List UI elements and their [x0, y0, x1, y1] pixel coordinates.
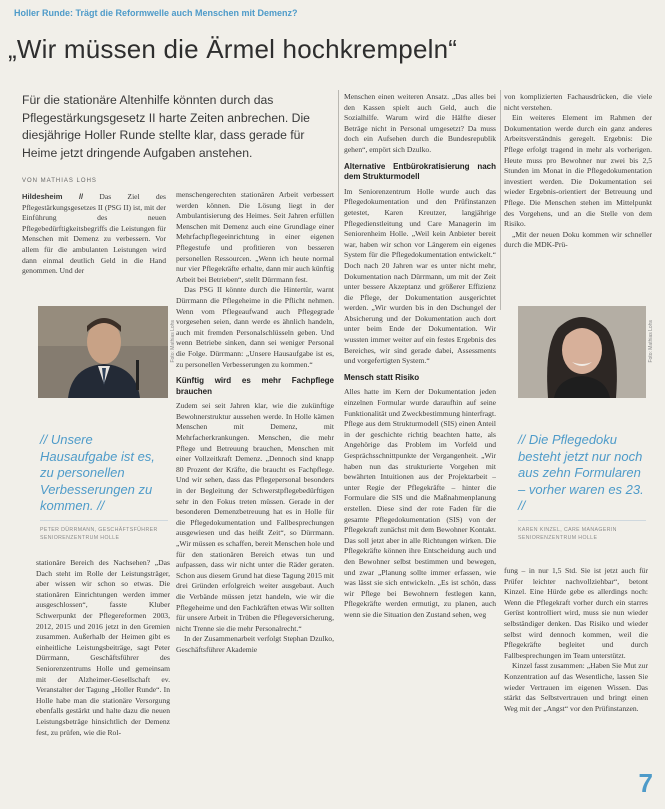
column-1-paragraph-1: Das Ziel des Pflegestärkungsgesetzes II (PSG II) ist, mit der Einführung des neuen Pflegebedürftigkeitsbegriffs die Leistungen für Menschen mit Demenz zu verbessern. Vor allem für die ambulanten Leistungen wird dann einmal deutlich Geld in die Hand genommen. Und der [22, 192, 166, 276]
quote-right-source: KAREN KINZEL, CARE MANAGERIN SENIORENZENTRUM HOLLE [518, 527, 617, 541]
column-4-paragraph-5: Kinzel fasst zusammen: „Haben Sie Mut zur Konzentration auf das Wesentliche, lassen Sie wieder Vertrauen im eigenen Wissen. Das stärkt das Selbstvertrauen und bringt einen Weg mit der „Angst“ vor den Prüfinstanzen. [504, 661, 648, 713]
column-1-paragraph-2: stationäre Bereich des Nachsehen? „Das Dach steht im Rolle der Leistungsträger, aber wissen wir schon so etwas. Die stationären Einrichtungen werden immer ausgeschlossen“, fasste Kluber Schwerpunkt der Pflegereformen 2003, 2012, 2015 und 2016 jetzt in den Gremien zusammen. Außerhalb der Heimen gibt es einheitliche Leistungsbeiträge, sagt Peter Dürrmann, Geschäftsführer des Seniorenzentrums Holle und gemeinsam mit der Alzheimer-Gesellschaft ev. Veranstalter der Tagung „Holler Runde“. In Holle habe man die stationäre Versorgung ebenfalls gestärkt und halte dazu die neuen Leistungsbeträge hinsichtlich der Demenz fest, zu prüfen, wie die Rol- [36, 558, 170, 737]
column-1-bottom [36, 558, 170, 803]
column-3-paragraph-2: Im Seniorenzentrum Holle wurde auch das Pflegedokumentation und den Prüfinstanzen getestet, Karen Kreutzer, langjährige Pflegedienstleitung und Care Managerin im Seniorenheim Holle. „Weil kein Anbieter bereit war, haben wir schon vor Längerem ein eigenes System für die Pflegedokumentation entwickelt.“ Doch nach 20 Jahren war es unter nicht mehr, Dokumentation nach Dürrmann, um mit der Zeit unter bessere Akzeptanz und größerer Effizienz die Pflege, der Dokumentation ausgerichtet werden. „Wir wurden bis in den Dschungel der Absicherung und der Dokumentation auch dort unter beim Ende der Dokumentation. Wir wussten immer weiter auf ein festes Ergebnis des Bereiches, wir sind gerade dabei, Assessments und vorgefertigten System.“ [344, 186, 496, 366]
dateline: Hildesheim // [22, 192, 84, 201]
portrait-man-icon [38, 306, 168, 398]
column-3-paragraph-1: Menschen einen weiteren Ansatz. „Das alles bei den Kassen spielt auch Geld, auch die Sozialhilfe. Warum wird die Hälfte dieser Beträge nicht in Personal umgesetzt? Da muss doch ein Aufsehen durch die Bundesrepublik gehen“, empört sich Dzulko. [344, 92, 496, 154]
article-headline: „Wir müssen die Ärmel hochkrempeln“ [8, 34, 458, 64]
article-lead: Für die stationäre Altenhilfe könnten durch das Pflegestärkungsgesetz II harte Zeiten anbrechen. Die diesjährige Holler Runde stellte klar, dass gerade für Heime jetzt dringende Aufgaben anstehen. [22, 93, 310, 160]
quote-left-source: PETER DÜRRMANN, GESCHÄFTSFÜHRER SENIORENZENTRUM HOLLE [40, 527, 158, 541]
column-2-subheading: Künftig wird es mehr Fachpflege brauchen [176, 376, 334, 396]
column-3-paragraph-3: Alles hatte im Kern der Dokumentation jeden einzelnen Formular wurde daraufhin auf seine Funktionalität und Zweckbestimmung hinterfragt. Pflege aus dem Strukturmodell (SIS) einen Anteil in der geschichte richtig beachten hatte, als Angehörige das Problem im Vorfeld und Gesprächsschnittpunkte der Vergangenheit. „Wir haben nun das strukturierte Vorgehen mit bewährten Intuitionen aus der Projektarbeit – unter Regie der Pflegekräfte – hinter die Formulare die SIS und die Maßnahmenplanung erstellen. Diese sind der rote Faden für die gesamte Pflegedokumentation (SIS) von der Pflegekraft zunächst mit dem Bewohner Kontakt. Das soll jetzt aber in alle Richtungen wirken. Die Pflegekräfte können ihre Entscheidung auch und den Bewohner selbst bestimmen und bewegen, und zwar „Planung sollte immer erfassen, wie was lässt sie sich entwickeln. „Es ist schön, dass wir Pflege bei Bewohnern festlegen kann, Pflegekräfte werden ermutigt, zu planen, auch wenn sie die Situation den Zustand sehen, weg [344, 387, 496, 619]
column-4-bottom [504, 566, 648, 780]
column-2-paragraph-3: Zudem sei seit Jahren klar, wie die zukünftige Bewohnerstruktur aussehen werde. In Holle kämen Menschen mit Demenz, mit Mehrfacherkrankungen. Menschen, die mehr Pflege und Betreuung brauchen, Menschen mit einer Vollzeitkraft Demenz. „Dennoch sind knapp 80 Prozent der Kräfte, die braucht es Fachpflege. Und wir sehen, dass das Pflegepersonal besonders in der Begleitung der Schwerstpflegebedürftigen sehr in den Fokus treten müssen. Gerade in der besonderen Demenzbetreuung hat es in Holle für die Pflegedokumentation und Fallbesprechungen ausgewiesen und das heißt Zeit“, so Dürrmann. „Wir müssen es schaffen, bereit Menschen hole und für den stationären Bereich etwas tun und aufpassen, dass wir nicht unter die Räder geraten. Schon aus diesem Grund hat diese Tagung 2015 mit drei Gründen erfolgreich weiter ausgebaut. Auch die Verbände müssen jetzt handeln, wie wir die Pflegeheime und den Fachkräften etwas Wir sollten für unsere Arbeit in Trüben die Pflegeversicherung, nicht Trenne sie die mehr Personalrecht.“ [176, 401, 334, 633]
photo-peter-duerrmann [38, 306, 168, 398]
photo-left-credit: Foto: Mathias Lohs [170, 320, 176, 363]
column-4-paragraph-3: „Mit der neuen Doku kommen wir schneller durch die MDK-Prü- [504, 229, 652, 250]
column-2-paragraph-4: In der Zusammenarbeit verfolgt Stephan Dzulko, Geschäftsführer Akademie [176, 634, 334, 654]
column-4-top [504, 92, 652, 284]
pull-quote-left: // Unsere Hausaufgabe ist es, zu personellen Verbesserungen zu kommen. // [40, 432, 155, 513]
column-3-subheading-2: Mensch statt Risiko [344, 372, 420, 382]
article-kicker: Holler Runde: Trägt die Reformwelle auch Menschen mit Demenz? [14, 8, 298, 18]
quote-right-divider [518, 520, 646, 521]
column-4-paragraph-2: Ein weiteres Element im Rahmen der Dokumentation werde durch ein ganz anderes Arbeitsverständnis geregelt. Ergebnis: Die Pflege erfolgt tragend in mehr als vorherigen. Heute muss pro Bewohner nur zwei bis 2,5 Stunden im Monat in die Pflegedokumentation investiert werden. Die Dokumentation sei wieder Ergebnis-orientiert der Betreuung und Pflege. Die Menschen stehen im Mittelpunkt des Vorgehens, und an die Stelle von dem Risiko. [504, 113, 652, 229]
photo-right-credit: Foto: Mathias Lohs [648, 320, 654, 363]
photo-karen-kinzel [518, 306, 646, 398]
pull-quote-right: // Die Pflegedoku besteht jetzt nur noch aus zehn Formularen – vorher waren es 23. // [518, 432, 644, 513]
column-4-paragraph-4: fung – in nur 1,5 Std. Sie ist jetzt auch für Prüfer leichter nachvollziehbar“, betont Kinzel. Eine Hürde gebe es allerdings noch: Wenn die Pflegekraft vorher durch ein starres Gerüst kontrolliert wird, muss sie nun wieder selbständiger denken. Das Risiko und wieder selbst wird dennoch kommen, weil die Pflegekräfte begleitet und durch Fallbesprechungen im Team unterstützt. [504, 566, 648, 660]
quote-left-divider [40, 520, 168, 521]
column-2 [176, 190, 334, 804]
page-number: 7 [638, 768, 653, 798]
column-2-paragraph-1: menschengerechten stationären Arbeit verbessert werden können. Die Lösung liegt in der Ambulantisierung des Heimes. Seit Jahren erfüllen Menschen mit Demenz auch eine Grundlage einer Mehrfachpflegeeinrichtung in einer eigenen Pflegestufe und profitieren von besseren personellen Ressourcen. „Wenn ich heute normal nur vier Pflegekräfte erhalte, dann mir auch künftig Arbeit bei Betrieben“, stellt Dürrmann fest. [176, 190, 334, 284]
portrait-woman-icon [518, 306, 646, 398]
column-2-paragraph-2: Das PSG II könnte durch die Hintertür, warnt Dürrmann die Pflegeheime in die Pflicht nehmen. Wenn vom Pflegeaufwand auch Pflegegrade vorgesehen seien, dann werde es ähnlich handeln, auch mit fremden Personalschlüsseln geben. Und wenn Betriebe sinken, dann sei weniger Personal die Folge. Dürrmann: „Unsere Hausaufgabe ist es, zu personellen Verbesserungen zu kommen.“ [176, 285, 334, 369]
column-3-subheading-1: Alternative Entbürokratisierung nach dem Strukturmodell [344, 161, 496, 182]
column-1-top [22, 192, 166, 298]
column-4-paragraph-1: von komplizierten Fachausdrücken, die viele nicht verstehen. [504, 92, 652, 112]
byline: VON MATHIAS LOHS [22, 178, 97, 184]
column-3 [344, 92, 496, 804]
